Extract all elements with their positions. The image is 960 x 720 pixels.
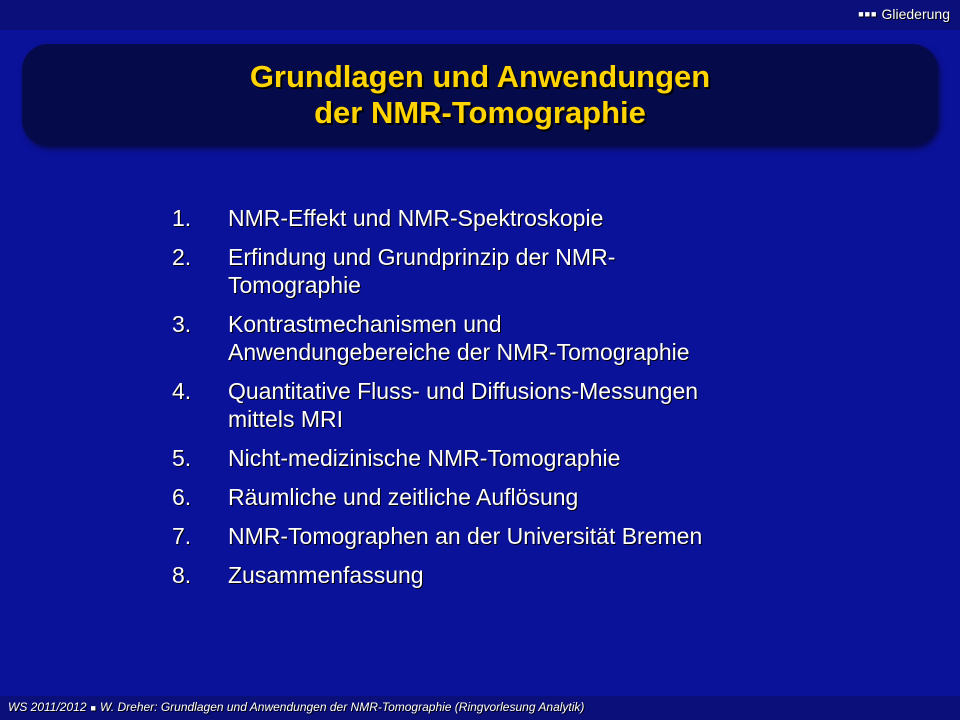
outline-item-line: Räumliche und zeitliche Auflösung bbox=[228, 484, 579, 510]
outline-item-text bbox=[228, 561, 812, 589]
nav-squares-icon: ■■■ bbox=[858, 9, 878, 19]
footer-course-info: W. Dreher: Grundlagen und Anwendungen der NMR-Tomographie (Ringvorlesung Analytik) bbox=[99, 700, 585, 714]
footer-bar bbox=[0, 696, 960, 720]
outline-item-number: 6. bbox=[172, 484, 192, 510]
outline-item-line: Nicht-medizinische NMR-Tomographie bbox=[228, 445, 621, 471]
outline-item-text bbox=[228, 483, 812, 511]
outline-item-line: Anwendungebereiche der NMR-Tomographie bbox=[228, 339, 690, 365]
outline-item-line: Tomographie bbox=[228, 272, 361, 298]
outline-item bbox=[172, 243, 812, 299]
outline-item-line: Quantitative Fluss- und Diffusions-Messungen bbox=[228, 378, 699, 404]
outline-item bbox=[172, 377, 812, 433]
outline-item-text bbox=[228, 444, 812, 472]
top-bar bbox=[0, 0, 960, 30]
title-box bbox=[22, 44, 938, 146]
outline-item-line: Erfindung und Grundprinzip der NMR- bbox=[228, 244, 616, 270]
outline-item bbox=[172, 483, 812, 511]
outline-item-number: 3. bbox=[172, 311, 192, 337]
outline-item bbox=[172, 310, 812, 366]
outline-item-number: 8. bbox=[172, 562, 192, 588]
nav-link-label: Gliederung bbox=[881, 6, 950, 22]
gliederung-nav-link[interactable] bbox=[858, 6, 950, 22]
footer-semester: WS 2011/2012 bbox=[8, 700, 87, 714]
outline-item-text bbox=[228, 522, 812, 550]
outline-item bbox=[172, 561, 812, 589]
footer-text bbox=[8, 700, 584, 714]
outline-item-line: Zusammenfassung bbox=[228, 562, 424, 588]
outline-item-text bbox=[228, 204, 812, 232]
outline-item-number: 4. bbox=[172, 378, 192, 404]
outline-item-number: 1. bbox=[172, 205, 192, 231]
footer-separator-icon: ■ bbox=[90, 703, 96, 713]
outline-item-number: 7. bbox=[172, 523, 192, 549]
outline-item bbox=[172, 522, 812, 550]
outline-item bbox=[172, 204, 812, 232]
outline-item bbox=[172, 444, 812, 472]
outline-item-text bbox=[228, 377, 812, 433]
outline-item-line: NMR-Tomographen an der Universität Bremen bbox=[228, 523, 703, 549]
outline-item-text bbox=[228, 243, 812, 299]
slide-title-line-1: Grundlagen und Anwendungen bbox=[249, 59, 711, 94]
outline-item-text bbox=[228, 310, 812, 366]
outline-item-number: 5. bbox=[172, 445, 192, 471]
outline-item-line: mittels MRI bbox=[228, 406, 343, 432]
outline-item-number: 2. bbox=[172, 244, 192, 270]
slide-title-line-2: der NMR-Tomographie bbox=[314, 95, 646, 130]
outline-item-line: Kontrastmechanismen und bbox=[228, 311, 502, 337]
outline-item-line: NMR-Effekt und NMR-Spektroskopie bbox=[228, 205, 604, 231]
outline-list bbox=[172, 204, 812, 600]
